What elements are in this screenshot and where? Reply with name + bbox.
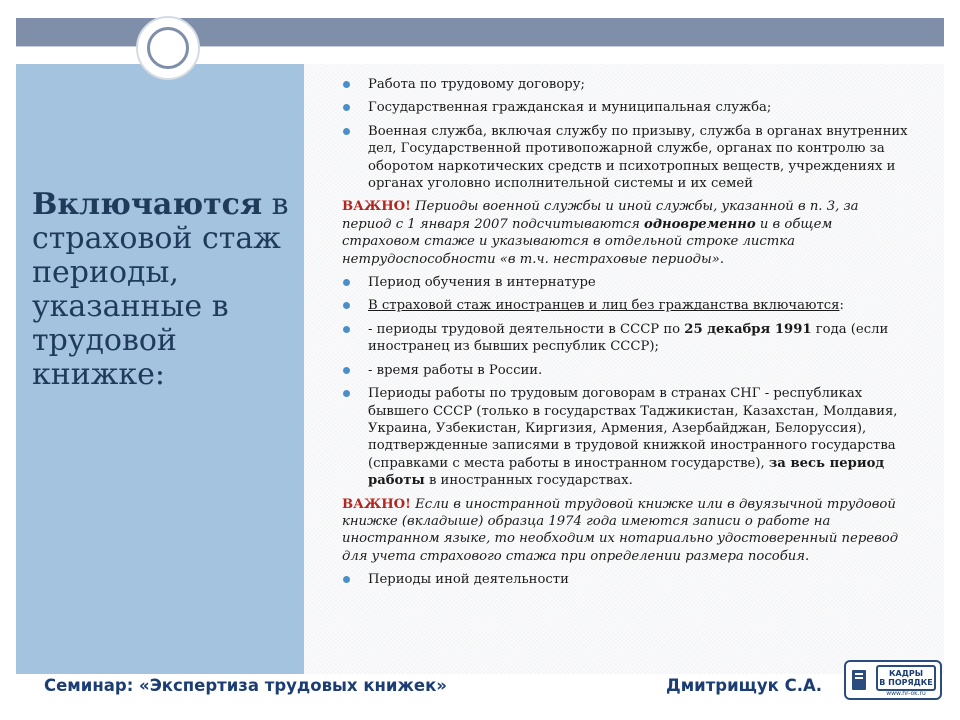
- circle-ring: [147, 27, 189, 69]
- list-item-bold: 25 декабря 1991: [684, 321, 812, 337]
- list-item-text: Период обучения в интернатуре: [368, 275, 596, 291]
- list-item: [342, 76, 908, 93]
- list-item-text: Военная служба, включая службу по призыву, служба в органах внутренних дел, Государственной противопожарной службе, органах по контролю за оборотом наркотических средств и психотропных веществ, учреждениях и органах уголовно исполнительной системы и их семей: [368, 123, 908, 192]
- slide-title: [32, 188, 296, 392]
- logo-text-line1: КАДРЫ: [888, 669, 923, 678]
- bullet-icon: [343, 302, 350, 309]
- list-item: [342, 362, 908, 379]
- logo-text-line2: В ПОРЯДКЕ: [879, 678, 933, 687]
- bullet-icon: [343, 128, 350, 135]
- book-icon: [850, 668, 870, 692]
- list-item: [342, 99, 908, 116]
- list-item-text: Государственная гражданская и муниципальная служба;: [368, 100, 772, 116]
- slide-title-rest: в страховой стаж периоды, указанные в трудовой книжке:: [32, 187, 289, 392]
- bullet-icon: [343, 576, 350, 583]
- list-item-bold: за весь период работы: [368, 455, 885, 489]
- bullet-icon: [343, 104, 350, 111]
- note-text: и в общем страховом стаже и указываются в отдельной строке листка нетрудоспособности «в т.ч. нестраховые периоды».: [342, 216, 833, 267]
- list-item: [342, 321, 908, 356]
- note-emphasis: одновременно: [644, 216, 756, 232]
- list-item-text: Периоды иной деятельности: [368, 572, 569, 588]
- bullet-icon: [343, 279, 350, 286]
- list-item: [342, 297, 908, 314]
- slide-title-bold: Включаются: [32, 187, 263, 222]
- list-item-text: Периоды работы по трудовым договорам в странах СНГ - республиках бывшего СССР (только в государствах Таджикистан, Казахстан, Молдавия, Украина, Узбекистан, Киргизия, Армения, Азербайджан, Белоруссия), подтвержденные записями в трудовой книжкой иностранного государства (справками с места работы в иностранном государстве),: [368, 386, 898, 471]
- important-label: ВАЖНО!: [342, 199, 411, 215]
- list-item-text: Работа по трудовому договору;: [368, 77, 585, 92]
- content-list: [342, 76, 908, 595]
- list-item-text: - время работы в России.: [368, 362, 543, 378]
- list-item: [342, 385, 908, 489]
- important-note: [342, 496, 908, 566]
- bullet-icon: [343, 326, 350, 333]
- list-item: [342, 123, 908, 193]
- note-text: Если в иностранной трудовой книжке или в двуязычной трудовой книжке (вкладыше) образца 1974 года имеются записи о работе на иностранном языке, то необходим их нотариально удостоверенный перевод для учета страхового стажа при определении размера пособия.: [342, 496, 899, 564]
- list-item: [342, 571, 908, 588]
- bullet-icon: [343, 367, 350, 374]
- logo: [844, 660, 942, 700]
- list-item-text: :: [839, 298, 844, 314]
- list-item-text: - периоды трудовой деятельности в СССР по: [368, 321, 685, 337]
- note-text: Периоды военной службы и иной службы, указанной в п. 3, за период с 1 января 2007 подсчитываются: [342, 199, 859, 232]
- important-note: [342, 198, 908, 268]
- bullet-icon: [343, 81, 350, 88]
- list-item-text: в иностранных государствах.: [424, 473, 633, 489]
- circle-ornament-icon: [136, 16, 200, 80]
- important-label: ВАЖНО!: [342, 496, 411, 512]
- list-item: [342, 274, 908, 291]
- list-item-text: года (если иностранец из бывших республик СССР);: [368, 321, 889, 355]
- footer-author: Дмитрищук С.А.: [666, 676, 823, 695]
- logo-url: www.hr-ok.ru: [886, 690, 926, 697]
- footer: [0, 674, 960, 704]
- list-item-text: В страховой стаж иностранцев и лиц без гражданства включаются: [368, 298, 840, 314]
- footer-seminar: Семинар: «Экспертиза трудовых книжек»: [44, 676, 447, 695]
- bullet-icon: [343, 390, 350, 397]
- logo-box: [876, 665, 936, 691]
